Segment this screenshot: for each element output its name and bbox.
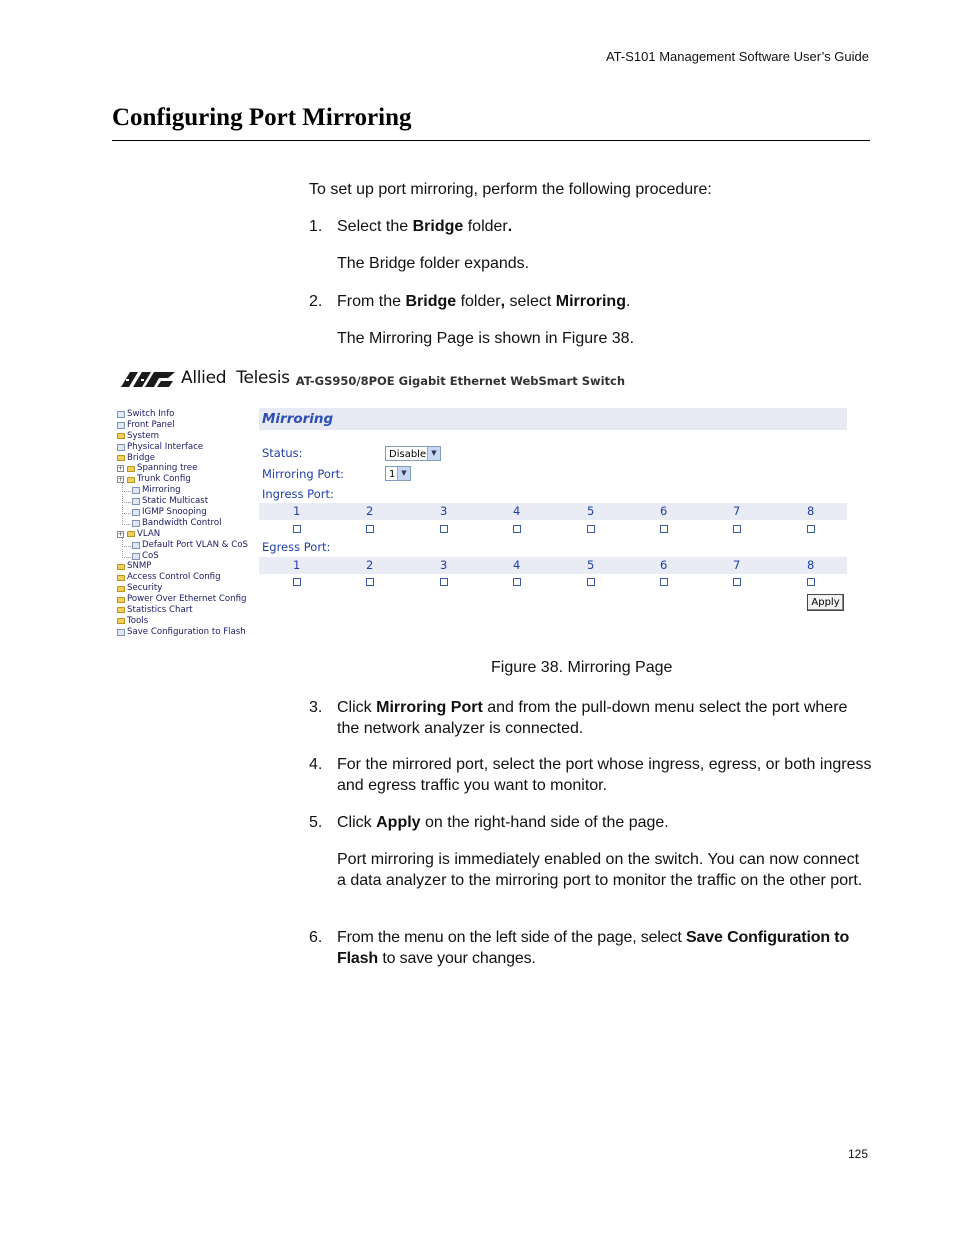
port-number: 8: [807, 558, 815, 572]
folder-icon: [117, 564, 125, 570]
folder-icon: [127, 466, 135, 472]
port-number: 7: [733, 504, 741, 518]
expand-icon[interactable]: +: [118, 476, 124, 484]
egress-checkbox-1[interactable]: [293, 578, 301, 586]
ingress-checkbox-5[interactable]: [587, 525, 595, 533]
egress-checkbox-8[interactable]: [807, 578, 815, 586]
port-number: 4: [513, 558, 521, 572]
chevron-down-icon: ▼: [397, 467, 410, 480]
page-icon: [132, 542, 140, 549]
page-icon: [132, 487, 140, 494]
figure-caption: Figure 38. Mirroring Page: [491, 659, 673, 676]
intro-text: To set up port mirroring, perform the following procedure:: [309, 181, 712, 198]
folder-icon: [117, 607, 125, 613]
step-number: 1.: [309, 218, 323, 235]
brand-name: Allied Telesis: [181, 368, 290, 388]
tree-item-cos[interactable]: CoS: [117, 551, 257, 562]
tree-item-vlan[interactable]: + VLAN: [118, 528, 161, 539]
step-2-note: The Mirroring Page is shown in Figure 38.: [337, 330, 635, 347]
tree-item-security[interactable]: Security: [117, 583, 257, 594]
tree-item-default-port-vlan[interactable]: Default Port VLAN & CoS: [117, 540, 257, 551]
step-text: Click Mirroring Port and from the pull-down menu select the port where the network analyzer is connected.: [337, 699, 848, 737]
tree-item-snmp[interactable]: SNMP: [117, 561, 257, 572]
port-number: 3: [440, 558, 448, 572]
tree-item-trunk-config[interactable]: + Trunk Config: [118, 474, 191, 485]
tree-branch-icon: [122, 505, 131, 514]
tree-item-poe-config[interactable]: Power Over Ethernet Config: [117, 594, 257, 605]
egress-checkbox-4[interactable]: [513, 578, 521, 586]
step-number: 2.: [309, 293, 323, 310]
ingress-port-header: [259, 503, 847, 520]
egress-port-label: Egress Port:: [262, 540, 331, 554]
tree-item-mirroring[interactable]: Mirroring: [117, 485, 257, 496]
port-number: 5: [587, 504, 595, 518]
tree-branch-icon: [122, 483, 131, 492]
tree-branch-icon: [122, 494, 131, 503]
tree-item-spanning-tree[interactable]: + Spanning tree: [118, 463, 198, 474]
folder-icon: [117, 575, 125, 581]
step-text: Click Apply on the right-hand side of the page.: [337, 814, 669, 831]
allied-telesis-logo-icon: [121, 370, 175, 387]
ingress-checkbox-4[interactable]: [513, 525, 521, 533]
port-number: 6: [660, 504, 668, 518]
status-select[interactable]: Disable ▼: [385, 446, 441, 461]
folder-icon: [117, 433, 125, 439]
tree-item-system[interactable]: System: [117, 431, 257, 442]
folder-icon: [127, 477, 135, 483]
step-text: For the mirrored port, select the port whose ingress, egress, or both ingress and egress traffic you want to monitor.: [337, 756, 872, 794]
port-number: 4: [513, 504, 521, 518]
port-number: 5: [587, 558, 595, 572]
tree-branch-icon: [122, 549, 131, 558]
tree-item-save-config[interactable]: Save Configuration to Flash: [117, 627, 257, 638]
open-folder-icon: [117, 455, 125, 461]
mirroring-port-select[interactable]: 1 ▼: [385, 466, 411, 481]
ingress-port-label: Ingress Port:: [262, 487, 334, 501]
port-number: 1: [293, 558, 301, 572]
step-text: From the menu on the left side of the page, select Save Configuration to Flash to save your changes.: [337, 929, 850, 967]
page-icon: [117, 411, 125, 418]
tree-item-igmp-snooping[interactable]: IGMP Snooping: [117, 507, 257, 518]
tree-item-switch-info[interactable]: Switch Info: [117, 409, 257, 420]
tree-item-static-multicast[interactable]: Static Multicast: [117, 496, 257, 507]
panel-title: Mirroring: [259, 408, 847, 430]
ingress-checkbox-2[interactable]: [366, 525, 374, 533]
page-icon: [117, 629, 125, 636]
step-3: [309, 697, 872, 739]
tree-item-statistics-chart[interactable]: Statistics Chart: [117, 605, 257, 616]
product-name: AT-GS950/8POE Gigabit Ethernet WebSmart Switch: [295, 374, 626, 388]
chevron-down-icon: ▼: [427, 447, 440, 460]
ingress-checkbox-7[interactable]: [733, 525, 741, 533]
step-number: 4.: [309, 756, 323, 773]
tree-item-physical-interface[interactable]: Physical Interface: [117, 442, 257, 453]
port-number: 2: [366, 504, 374, 518]
ingress-checkbox-3[interactable]: [440, 525, 448, 533]
folder-icon: [117, 618, 125, 624]
tree-branch-icon: [122, 538, 131, 547]
mirroring-panel: [259, 408, 847, 618]
step-5-note: Port mirroring is immediately enabled on the switch. You can now connect a data analyzer to the mirroring port to monitor the traffic on the other port.: [337, 851, 863, 889]
egress-checkbox-3[interactable]: [440, 578, 448, 586]
page-icon: [132, 509, 140, 516]
egress-checkbox-2[interactable]: [366, 578, 374, 586]
section-title: Configuring Port Mirroring: [112, 104, 412, 131]
tree-branch-icon: [122, 516, 131, 525]
step-6: [309, 927, 872, 969]
ingress-checkbox-1[interactable]: [293, 525, 301, 533]
tree-item-access-control[interactable]: Access Control Config: [117, 572, 257, 583]
egress-checkbox-6[interactable]: [660, 578, 668, 586]
step-text: From the Bridge folder, select Mirroring.: [337, 293, 631, 310]
port-number: 6: [660, 558, 668, 572]
port-number: 1: [293, 504, 301, 518]
expand-icon[interactable]: +: [118, 530, 124, 538]
egress-checkbox-7[interactable]: [733, 578, 741, 586]
ingress-checkbox-6[interactable]: [660, 525, 668, 533]
nav-tree: [117, 409, 257, 638]
status-label: Status:: [262, 446, 303, 460]
page-icon: [132, 498, 140, 505]
page-icon: [132, 520, 140, 527]
mirroring-port-label: Mirroring Port:: [262, 467, 344, 481]
apply-button[interactable]: Apply: [807, 594, 844, 611]
title-rule: [112, 140, 870, 141]
step-2: [309, 291, 872, 312]
port-number: 3: [440, 504, 448, 518]
step-5: [309, 812, 872, 833]
step-number: 3.: [309, 699, 323, 716]
folder-icon: [117, 597, 125, 603]
tree-item-bridge[interactable]: Bridge: [117, 453, 257, 464]
egress-checkbox-5[interactable]: [587, 578, 595, 586]
page-icon: [132, 553, 140, 560]
folder-icon: [117, 586, 125, 592]
egress-port-header: [259, 557, 847, 574]
tree-item-front-panel[interactable]: Front Panel: [117, 420, 257, 431]
port-number: 2: [366, 558, 374, 572]
tree-item-tools[interactable]: Tools: [117, 616, 257, 627]
ingress-checkbox-8[interactable]: [807, 525, 815, 533]
page-icon: [117, 422, 125, 429]
page-number: 125: [847, 1147, 868, 1161]
page-icon: [117, 444, 125, 451]
brand-bar: [121, 366, 625, 390]
running-header: AT-S101 Management Software User’s Guide: [605, 49, 869, 64]
step-number: 6.: [309, 929, 323, 946]
folder-icon: [127, 531, 135, 537]
step-text: Select the Bridge folder.: [337, 218, 513, 235]
step-1: [309, 216, 872, 237]
tree-item-bandwidth-control[interactable]: Bandwidth Control: [117, 518, 257, 529]
step-4: [309, 754, 872, 796]
step-1-note: The Bridge folder expands.: [337, 255, 530, 272]
expand-icon[interactable]: +: [118, 465, 124, 473]
port-number: 8: [807, 504, 815, 518]
port-number: 7: [733, 558, 741, 572]
step-number: 5.: [309, 814, 323, 831]
